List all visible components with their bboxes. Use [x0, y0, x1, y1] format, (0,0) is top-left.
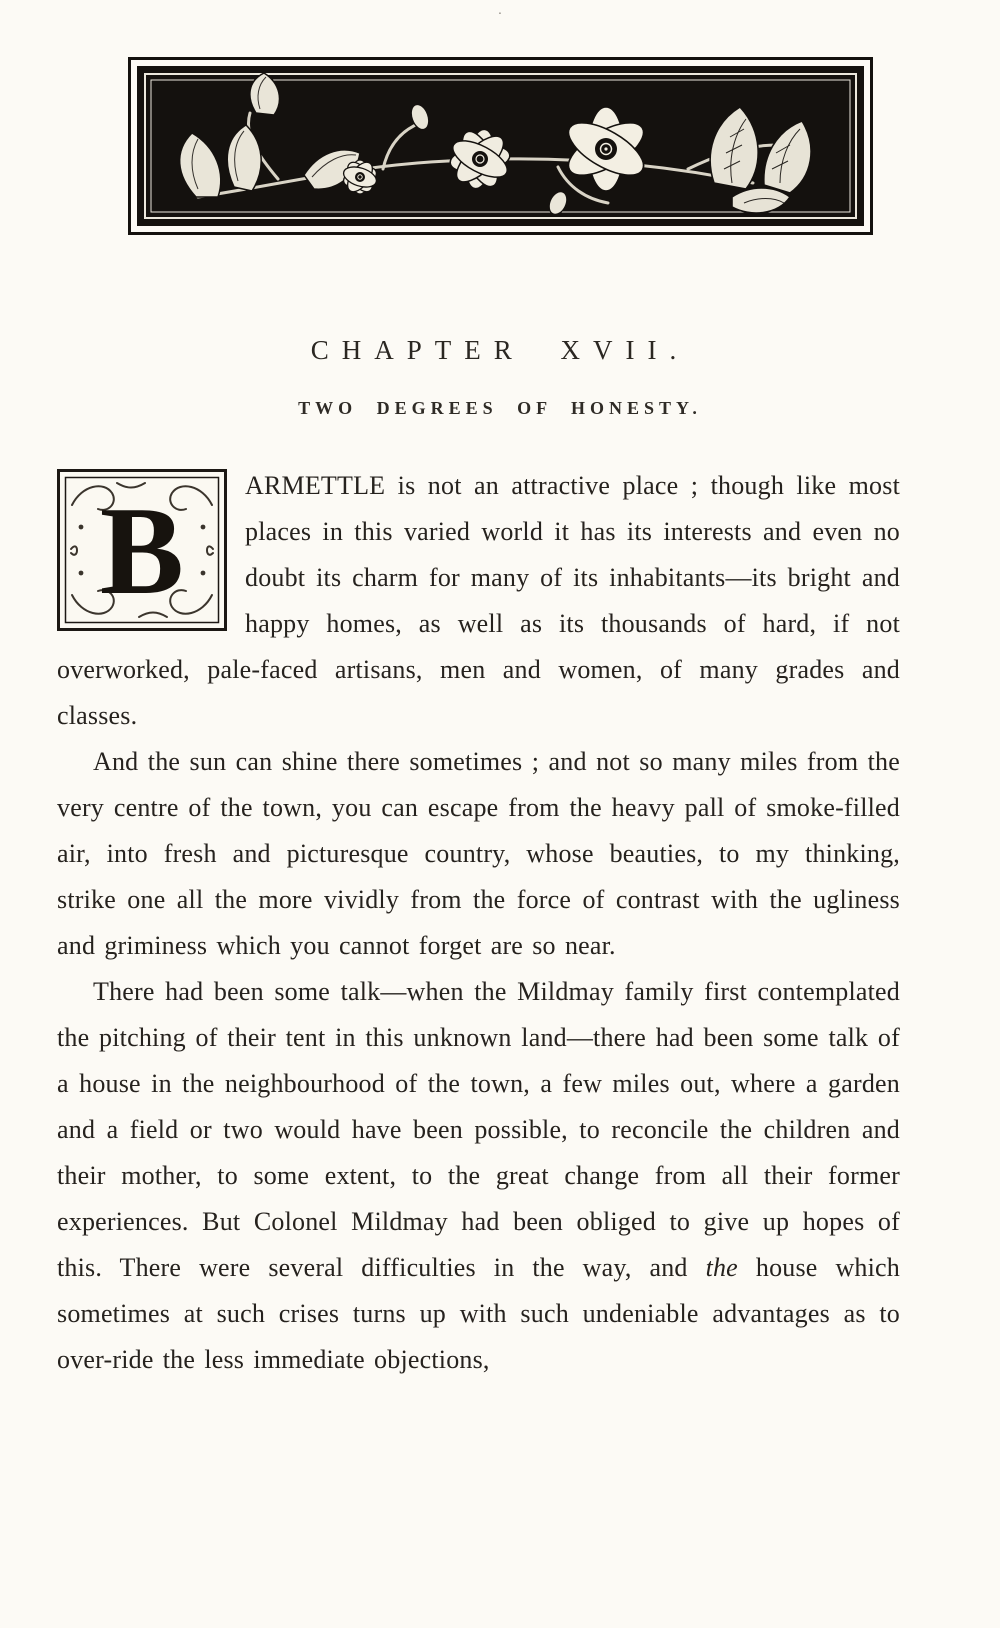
- paragraph-1: [57, 463, 900, 739]
- page-mark: ·: [497, 7, 503, 22]
- chapter-heading: CHAPTER XVII.: [310, 335, 690, 365]
- paragraph-3-italic-word: the: [705, 1253, 738, 1282]
- drop-cap-letter: B: [99, 482, 185, 621]
- paragraph-3: [57, 969, 900, 1383]
- paragraph-1-text: ARMETTLE is not an attractive place ; though like most places in this varied world it has its interests and even no doubt its charm for many of its inhabitants—its bright and happy homes, as well as its thousands of hard, if not overworked, pale-faced artisans, men and women, of many grades and classes.: [57, 471, 900, 730]
- headpiece-container: [128, 57, 873, 235]
- drop-cap-frame-icon: [57, 469, 227, 631]
- chapter-subtitle: TWO DEGREES OF HONESTY.: [298, 398, 702, 418]
- paragraph-3-text-b: house which sometimes at such crises turns up with such undeniable advantages as to over-ride the less immediate objections,: [57, 1253, 900, 1374]
- paragraph-2-text: And the sun can shine there sometimes ; and not so many miles from the very centre of the town, you can escape from the heavy pall of smoke-filled air, into fresh and picturesque country, whose beauties, to my thinking, strike one all the more vividly from the force of contrast with the ugliness and griminess which you cannot forget are so near.: [57, 747, 900, 960]
- body-text: [0, 463, 1000, 1383]
- paragraph-3-text-a: There had been some talk—when the Mildmay family first contemplated the pitching of their tent in this unknown land—there had been some talk of a house in the neighbourhood of the town, a few miles out, where a garden and a field or two would have been possible, to reconcile the children and their mother, to some extent, to the great change from all their former experiences. But Colonel Mildmay had been obliged to give up hopes of this. There were several difficulties in the way, and: [57, 977, 900, 1282]
- paragraph-2: [57, 739, 900, 969]
- floral-engraving-icon: [128, 57, 873, 235]
- drop-cap-ornament: [57, 469, 227, 631]
